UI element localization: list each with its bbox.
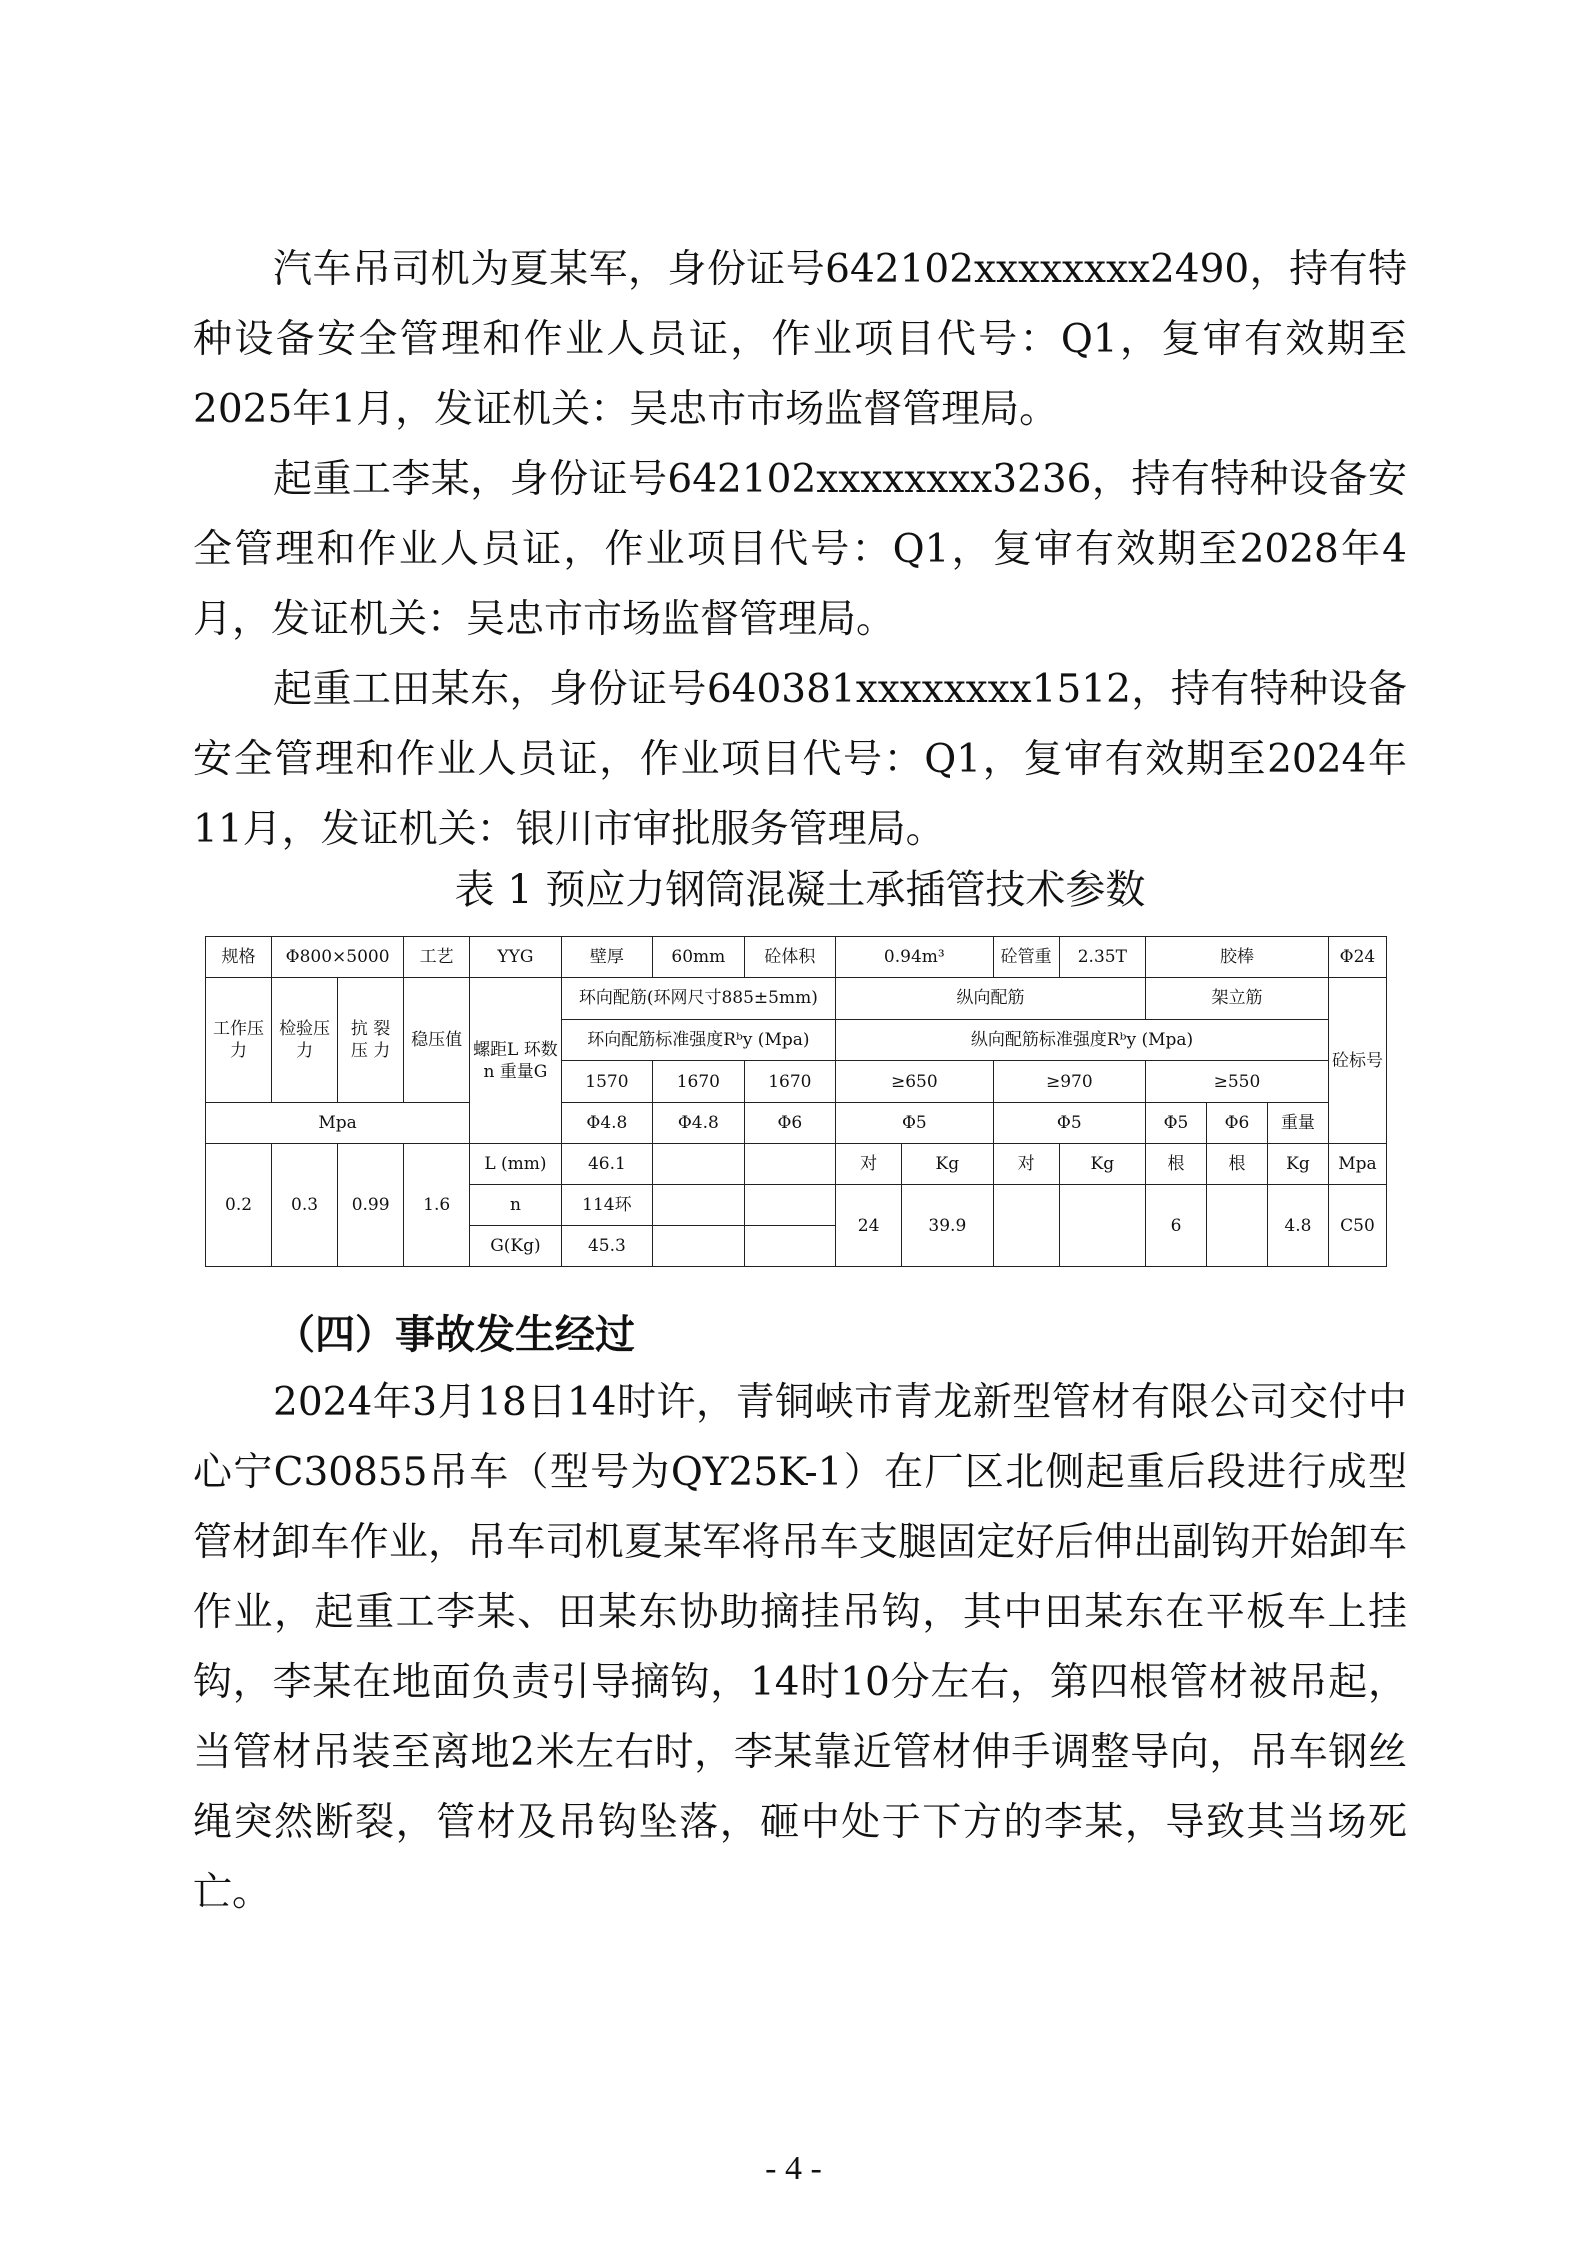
- cell-roots-value-2: [1206, 1185, 1267, 1267]
- cell-frame-dia-2: Φ6: [1206, 1103, 1267, 1144]
- cell-hoop-strength: 环向配筋标准强度Rᵇy (Mpa): [561, 1019, 835, 1061]
- cell-rubber-value: Φ24: [1328, 937, 1386, 978]
- cell-spec-label: 规格: [206, 937, 272, 978]
- cell-L-value: 46.1: [561, 1144, 652, 1185]
- cell-longit-strength-3: ≥550: [1146, 1061, 1329, 1103]
- cell-craft-value: YYG: [470, 937, 561, 978]
- cell-frame-dia-1: Φ5: [1146, 1103, 1207, 1144]
- cell-unit-roots-1: 根: [1146, 1144, 1207, 1185]
- cell-pairs-value-2: [993, 1185, 1059, 1267]
- cell-empty: [744, 1226, 835, 1267]
- cell-concrete-volume-value: 0.94m³: [836, 937, 994, 978]
- cell-grade-unit: Mpa: [1328, 1144, 1386, 1185]
- cell-hoop-title: 环向配筋(环网尺寸885±5mm): [561, 978, 835, 1020]
- cell-unit-pairs-1: 对: [836, 1144, 902, 1185]
- cell-G-label: G(Kg): [470, 1226, 561, 1267]
- cell-rubber-label: 胶棒: [1146, 937, 1329, 978]
- cell-concrete-grade-header: 砼标号: [1328, 978, 1386, 1144]
- cell-concrete-volume-label: 砼体积: [744, 937, 835, 978]
- cell-empty: [653, 1185, 744, 1226]
- cell-L-label: L (mm): [470, 1144, 561, 1185]
- cell-hoop-strength-2: 1670: [653, 1061, 744, 1103]
- cell-mpa-unit: Mpa: [206, 1103, 470, 1144]
- cell-n-value: 114环: [561, 1185, 652, 1226]
- cell-unit-kg-2: Kg: [1059, 1144, 1145, 1185]
- cell-crack-pressure-value: 0.99: [338, 1144, 404, 1267]
- table-row: [206, 978, 1387, 1020]
- cell-kg-value-1: 39.9: [902, 1185, 993, 1267]
- cell-pipe-weight-value: 2.35T: [1059, 937, 1145, 978]
- cell-wall-value: 60mm: [653, 937, 744, 978]
- table-row: [206, 1103, 1387, 1144]
- cell-crack-pressure: 抗 裂 压 力: [338, 978, 404, 1103]
- cell-unit-kg-1: Kg: [902, 1144, 993, 1185]
- cell-hoop-dia-2: Φ4.8: [653, 1103, 744, 1144]
- cell-longit-strength-1: ≥650: [836, 1061, 994, 1103]
- table-row: [206, 1144, 1387, 1185]
- cell-empty: [744, 1144, 835, 1185]
- cell-G-value: 45.3: [561, 1226, 652, 1267]
- cell-longit-strength-2: ≥970: [993, 1061, 1145, 1103]
- cell-stable-pressure: 稳压值: [404, 978, 470, 1103]
- cell-unit-pairs-2: 对: [993, 1144, 1059, 1185]
- cell-unit-roots-2: 根: [1206, 1144, 1267, 1185]
- cell-working-pressure: 工作压力: [206, 978, 272, 1103]
- page-number: - 4 -: [765, 2150, 822, 2187]
- cell-n-label: n: [470, 1185, 561, 1226]
- cell-test-pressure: 检验压力: [272, 978, 338, 1103]
- cell-kg-value-2: [1059, 1185, 1145, 1267]
- cell-roots-value-1: 6: [1146, 1185, 1207, 1267]
- cell-unit-kg-3: Kg: [1267, 1144, 1328, 1185]
- cell-empty: [653, 1226, 744, 1267]
- section-heading: （四）事故发生经过: [275, 1311, 635, 1358]
- cell-frame-title: 架立筋: [1146, 978, 1329, 1020]
- cell-hoop-dia-3: Φ6: [744, 1103, 835, 1144]
- cell-longit-dia-2: Φ5: [993, 1103, 1145, 1144]
- cell-spec-value: Φ800×5000: [272, 937, 404, 978]
- pipe-parameters-table: [205, 936, 1387, 1267]
- cell-hoop-strength-3: 1670: [744, 1061, 835, 1103]
- paragraph-rigger-tian: 起重工田某东，身份证号640381xxxxxxxx1512，持有特种设备安全管理和作业人员证，作业项目代号：Q1，复审有效期至2024年11月，发证机关：银川市审批服务管理局。: [193, 667, 1407, 852]
- cell-wall-label: 壁厚: [561, 937, 652, 978]
- paragraph-accident-process: 2024年3月18日14时许，青铜峡市青龙新型管材有限公司交付中心宁C30855吊车（型号为QY25K-1）在厂区北侧起重后段进行成型管材卸车作业，吊车司机夏某军将吊车支腿固定好后伸出副钩开始卸车作业，起重工李某、田某东协助摘挂吊钩，其中田某东在平板车上挂钩，李某在地面负责引导摘钩，14时10分左右，第四根管材被吊起，当管材吊装至离地2米左右时，李某靠近管材伸手调整导向，吊车钢丝绳突然断裂，管材及吊钩坠落，砸中处于下方的李某，导致其当场死亡。: [193, 1380, 1407, 1915]
- cell-craft-label: 工艺: [404, 937, 470, 978]
- cell-hoop-strength-1: 1570: [561, 1061, 652, 1103]
- cell-stable-pressure-value: 1.6: [404, 1144, 470, 1267]
- cell-kg-value-3: 4.8: [1267, 1185, 1328, 1267]
- cell-longit-dia-1: Φ5: [836, 1103, 994, 1144]
- paragraph-crane-driver: 汽车吊司机为夏某军，身份证号642102xxxxxxxx2490，持有特种设备安全管理和作业人员证，作业项目代号：Q1，复审有效期至2025年1月，发证机关：吴忠市市场监督管理局。: [193, 247, 1407, 432]
- cell-grade-value: C50: [1328, 1185, 1386, 1267]
- cell-longitudinal-title: 纵向配筋: [836, 978, 1146, 1020]
- cell-pipe-weight-label: 砼管重: [993, 937, 1059, 978]
- cell-pairs-value-1: 24: [836, 1185, 902, 1267]
- cell-test-pressure-value: 0.3: [272, 1144, 338, 1267]
- table-caption: 表 1 预应力钢筒混凝土承插管技术参数: [454, 867, 1146, 913]
- cell-weight-label: 重量: [1267, 1103, 1328, 1144]
- cell-longitudinal-strength: 纵向配筋标准强度Rᵇy (Mpa): [836, 1019, 1329, 1061]
- cell-pitch-header: 螺距L 环数n 重量G: [470, 978, 561, 1144]
- cell-empty: [744, 1185, 835, 1226]
- table-row: [206, 937, 1387, 978]
- cell-empty: [653, 1144, 744, 1185]
- paragraph-rigger-li: 起重工李某，身份证号642102xxxxxxxx3236，持有特种设备安全管理和作业人员证，作业项目代号：Q1，复审有效期至2028年4月，发证机关：吴忠市市场监督管理局。: [193, 457, 1407, 642]
- cell-working-pressure-value: 0.2: [206, 1144, 272, 1267]
- cell-hoop-dia-1: Φ4.8: [561, 1103, 652, 1144]
